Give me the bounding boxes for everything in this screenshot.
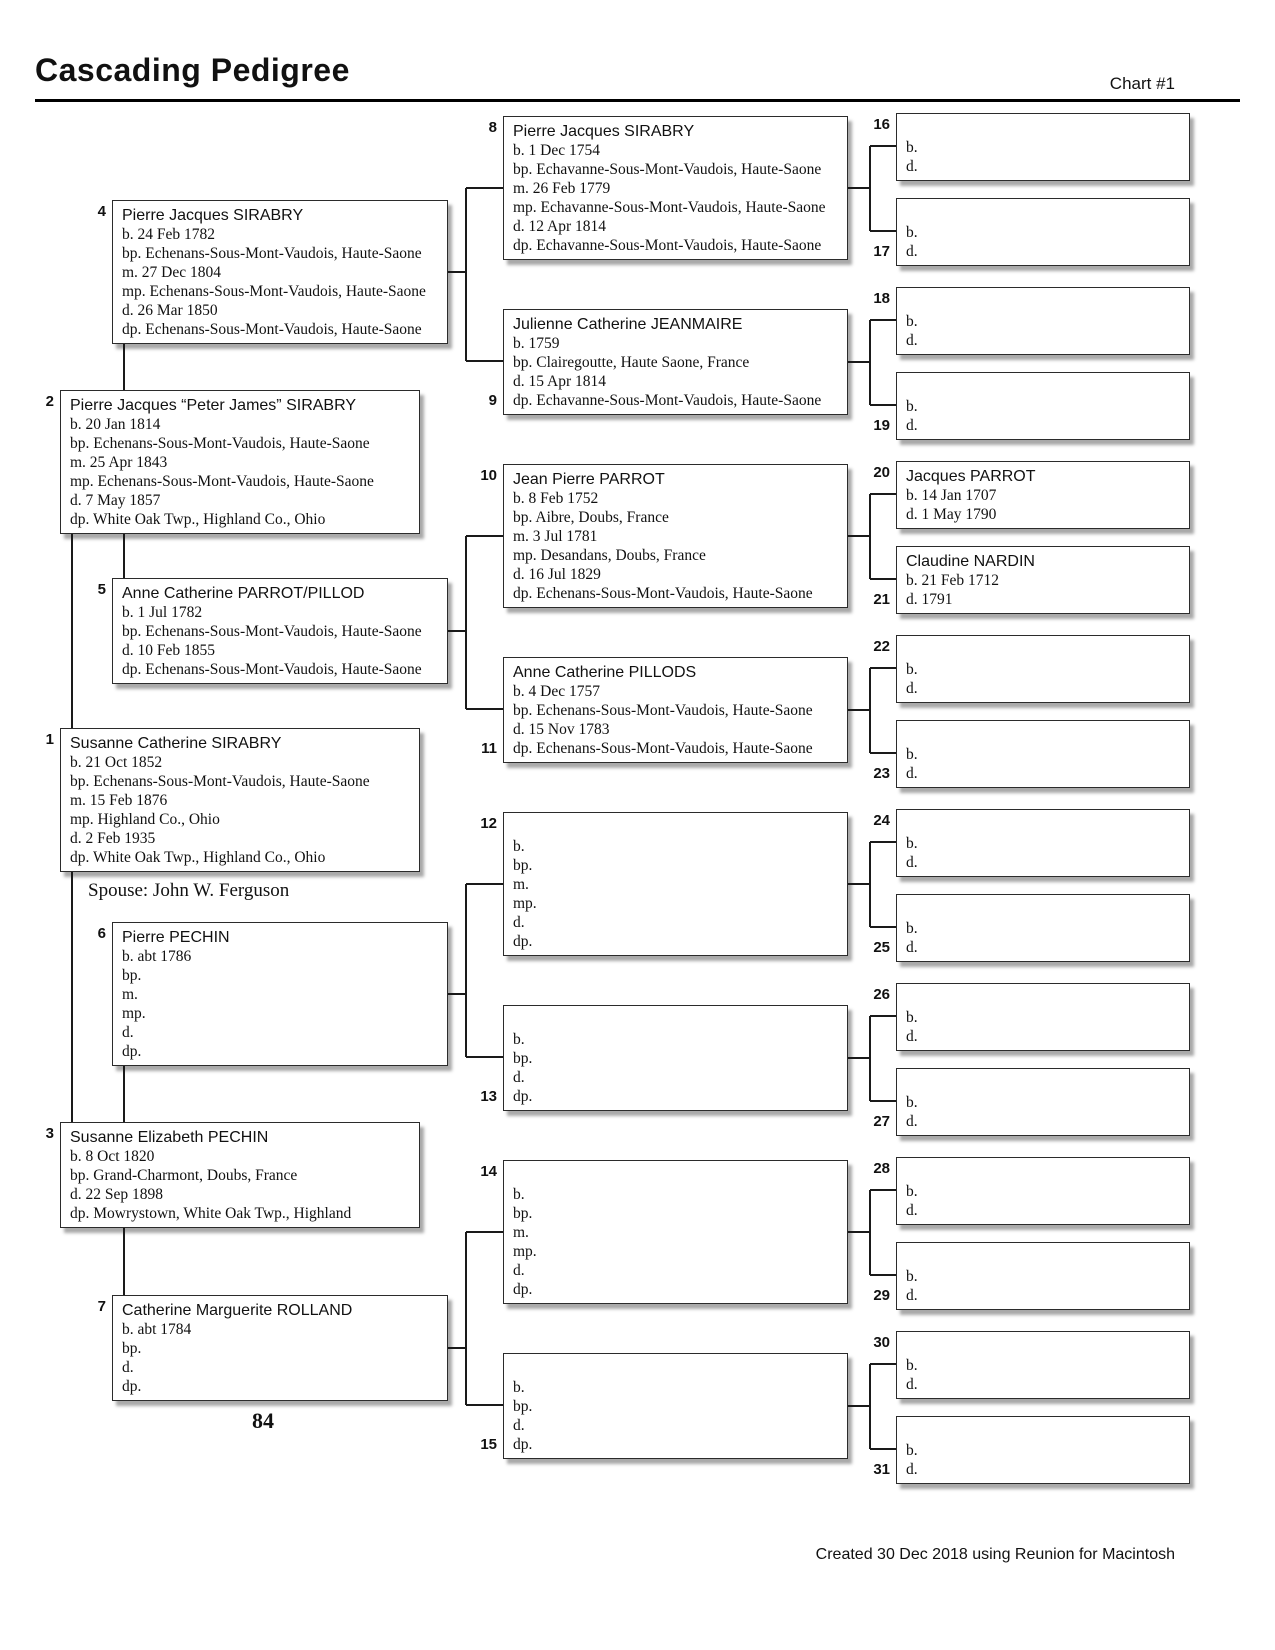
person-detail: mp. Desandans, Doubs, France [513, 547, 706, 564]
person-box-20 [896, 461, 1190, 529]
person-box-7 [112, 1295, 448, 1401]
person-detail: dp. Mowrystown, White Oak Twp., Highland [70, 1205, 352, 1222]
person-number: 6 [97, 925, 106, 942]
person-detail: mp. [513, 1243, 537, 1260]
person-detail: b. 8 Feb 1752 [513, 490, 599, 507]
person-box-18 [896, 287, 1190, 355]
person-detail: b. 1 Jul 1782 [122, 604, 203, 621]
person-name [906, 1422, 1181, 1441]
person-box-22 [896, 635, 1190, 703]
person-detail: bp. [513, 1050, 533, 1067]
person-detail: b. 21 Oct 1852 [70, 754, 163, 771]
page-title: Cascading Pedigree [35, 52, 350, 88]
person-name [906, 1163, 1181, 1182]
connector-line [848, 1057, 870, 1059]
person-detail: bp. [513, 1205, 533, 1222]
connector-line [870, 230, 896, 232]
person-detail: d. 10 Feb 1855 [122, 642, 215, 659]
person-detail: d. 26 Mar 1850 [122, 302, 218, 319]
connector-line [466, 360, 503, 362]
person-detail: b. 21 Feb 1712 [906, 572, 999, 589]
person-name: Pierre Jacques SIRABRY [122, 207, 304, 224]
person-box-4 [112, 200, 448, 344]
connector-line [848, 1231, 870, 1233]
person-detail: m. [513, 876, 529, 893]
person-detail: m. 25 Apr 1843 [70, 454, 168, 471]
person-name: Claudine NARDIN [906, 553, 1035, 570]
person-detail: b. [906, 1268, 918, 1285]
connector-line [466, 1231, 503, 1233]
person-box-28 [896, 1157, 1190, 1225]
connector-line [848, 1405, 870, 1407]
connector-line [869, 146, 871, 231]
person-detail: bp. Aibre, Doubs, France [513, 509, 669, 526]
person-detail: bp. [513, 857, 533, 874]
person-detail: d. [906, 939, 918, 956]
person-name: Jacques PARROT [906, 468, 1036, 485]
person-number: 16 [873, 116, 890, 133]
person-detail: d. [906, 1461, 918, 1478]
person-detail: bp. Echenans-Sous-Mont-Vaudois, Haute-Saone [70, 773, 370, 790]
person-number: 27 [873, 1113, 890, 1130]
person-number: 4 [97, 203, 106, 220]
connector-line [870, 841, 896, 843]
person-detail: b. 1759 [513, 335, 560, 352]
person-name [513, 1359, 839, 1378]
person-number: 14 [480, 1163, 497, 1180]
person-detail: bp. Echenans-Sous-Mont-Vaudois, Haute-Saone [122, 623, 422, 640]
person-detail: b. [513, 838, 525, 855]
person-detail: d. 15 Apr 1814 [513, 373, 606, 390]
person-box-25 [896, 894, 1190, 962]
person-detail: dp. Echavanne-Sous-Mont-Vaudois, Haute-Saone [513, 237, 822, 254]
person-number: 15 [480, 1436, 497, 1453]
connector-line [448, 630, 466, 632]
person-detail: d. [906, 1202, 918, 1219]
person-detail: bp. Grand-Charmont, Doubs, France [70, 1167, 298, 1184]
person-detail: d. 16 Jul 1829 [513, 566, 601, 583]
person-detail: dp. [513, 1088, 533, 1105]
person-name [513, 818, 839, 837]
person-detail: dp. Echenans-Sous-Mont-Vaudois, Haute-Saone [513, 585, 813, 602]
person-detail: b. [906, 1183, 918, 1200]
person-name: Pierre PECHIN [122, 929, 230, 946]
connector-line [870, 578, 896, 580]
person-name: Catherine Marguerite ROLLAND [122, 1302, 353, 1319]
person-number: 20 [873, 464, 890, 481]
person-name [906, 293, 1181, 312]
person-name [906, 119, 1181, 138]
connector-line [123, 1228, 125, 1295]
person-box-19 [896, 372, 1190, 440]
person-detail: d. 2 Feb 1935 [70, 830, 156, 847]
person-detail: bp. Echenans-Sous-Mont-Vaudois, Haute-Saone [70, 435, 370, 452]
person-detail: mp. [513, 895, 537, 912]
connector-line [870, 319, 896, 321]
connector-line [870, 926, 896, 928]
person-name: Anne Catherine PILLODS [513, 664, 697, 681]
person-detail: b. 1 Dec 1754 [513, 142, 600, 159]
connector-line [869, 668, 871, 753]
person-detail: dp. White Oak Twp., Highland Co., Ohio [70, 511, 326, 528]
connector-line [123, 344, 125, 390]
connector-line [848, 535, 870, 537]
person-box-1 [60, 728, 420, 872]
connector-line [869, 842, 871, 927]
connector-line [123, 1066, 125, 1122]
person-detail: dp. Echenans-Sous-Mont-Vaudois, Haute-Saone [122, 321, 422, 338]
person-box-29 [896, 1242, 1190, 1310]
person-box-13 [503, 1005, 848, 1111]
person-number: 1 [45, 731, 54, 748]
person-detail: d. [513, 1262, 525, 1279]
connector-line [870, 145, 896, 147]
connector-line [870, 1189, 896, 1191]
person-number: 8 [488, 119, 497, 136]
person-name [513, 1166, 839, 1185]
person-detail: dp. [513, 1436, 533, 1453]
connector-line [465, 188, 467, 361]
connector-line [870, 752, 896, 754]
person-detail: m. [122, 986, 138, 1003]
person-box-5 [112, 578, 448, 684]
connector-line [71, 534, 73, 728]
person-detail: d. [906, 854, 918, 871]
connector-line [870, 493, 896, 495]
person-number: 12 [480, 815, 497, 832]
person-detail: b. [906, 920, 918, 937]
connector-line [869, 1016, 871, 1101]
person-number: 26 [873, 986, 890, 1003]
person-detail: d. [513, 914, 525, 931]
connector-line [869, 1190, 871, 1275]
person-number: 11 [481, 740, 497, 757]
person-detail: d. [906, 765, 918, 782]
person-name: Susanne Catherine SIRABRY [70, 735, 282, 752]
person-detail: b. [906, 313, 918, 330]
person-name [906, 1248, 1181, 1267]
connector-line [870, 1274, 896, 1276]
person-number: 30 [873, 1334, 890, 1351]
person-detail: mp. Echavanne-Sous-Mont-Vaudois, Haute-Saone [513, 199, 826, 216]
person-detail: mp. Echenans-Sous-Mont-Vaudois, Haute-Saone [70, 473, 374, 490]
connector-line [870, 667, 896, 669]
person-box-3 [60, 1122, 420, 1228]
person-detail: bp. Echavanne-Sous-Mont-Vaudois, Haute-Saone [513, 161, 822, 178]
person-detail: dp. Echavanne-Sous-Mont-Vaudois, Haute-Saone [513, 392, 822, 409]
chart-number-label: Chart #1 [1109, 74, 1175, 93]
person-detail: d. 1 May 1790 [906, 506, 997, 523]
person-detail: d. [122, 1024, 134, 1041]
person-detail: bp. [122, 1340, 142, 1357]
person-box-24 [896, 809, 1190, 877]
person-detail: d. [906, 417, 918, 434]
person-detail: d. [906, 243, 918, 260]
connector-line [870, 1363, 896, 1365]
person-number: 5 [97, 581, 106, 598]
person-box-12 [503, 812, 848, 956]
footer-credit: Created 30 Dec 2018 using Reunion for Macintosh [815, 1546, 1175, 1563]
person-detail: d. 7 May 1857 [70, 492, 161, 509]
person-name [906, 641, 1181, 660]
person-detail: m. 15 Feb 1876 [70, 792, 168, 809]
person-detail: b. [906, 1442, 918, 1459]
person-detail: dp. Echenans-Sous-Mont-Vaudois, Haute-Saone [122, 661, 422, 678]
connector-line [71, 872, 73, 1122]
person-detail: b. [513, 1031, 525, 1048]
person-detail: b. abt 1784 [122, 1321, 192, 1338]
person-box-16 [896, 113, 1190, 181]
person-detail: dp. [122, 1043, 142, 1060]
person-detail: dp. White Oak Twp., Highland Co., Ohio [70, 849, 326, 866]
person-box-30 [896, 1331, 1190, 1399]
person-detail: dp. [513, 933, 533, 950]
person-detail: b. [906, 224, 918, 241]
connector-line [870, 1015, 896, 1017]
connector-line [466, 535, 503, 537]
connector-line [870, 404, 896, 406]
connector-line [466, 1056, 503, 1058]
person-name: Pierre Jacques “Peter James” SIRABRY [70, 397, 357, 414]
person-detail: b. [513, 1379, 525, 1396]
person-detail: d. 22 Sep 1898 [70, 1186, 163, 1203]
person-detail: d. [513, 1417, 525, 1434]
person-box-21 [896, 546, 1190, 614]
person-number: 17 [873, 243, 890, 260]
connector-line [466, 883, 503, 885]
person-number: 18 [873, 290, 890, 307]
title-rule [35, 99, 1240, 102]
person-detail: b. [906, 1009, 918, 1026]
person-name [906, 726, 1181, 745]
person-box-15 [503, 1353, 848, 1459]
connector-line [466, 1404, 503, 1406]
person-detail: b. [906, 1357, 918, 1374]
connector-line [466, 708, 503, 710]
person-name [906, 989, 1181, 1008]
person-detail: d. [906, 1113, 918, 1130]
person-box-31 [896, 1416, 1190, 1484]
connector-line [869, 320, 871, 405]
connector-line [466, 187, 503, 189]
person-number: 28 [873, 1160, 890, 1177]
person-detail: d. [906, 1376, 918, 1393]
connector-line [465, 1232, 467, 1405]
person-detail: d. [906, 1028, 918, 1045]
person-number: 9 [488, 392, 497, 409]
connector-line [848, 361, 870, 363]
connector-line [448, 271, 466, 273]
person-detail: d. [513, 1069, 525, 1086]
person-detail: d. [906, 680, 918, 697]
person-box-6 [112, 922, 448, 1066]
person-name: Julienne Catherine JEANMAIRE [513, 316, 743, 333]
person-name [513, 1011, 839, 1030]
person-name: Anne Catherine PARROT/PILLOD [122, 585, 365, 602]
person-detail: b. [906, 139, 918, 156]
person-box-27 [896, 1068, 1190, 1136]
person-detail: dp. [513, 1281, 533, 1298]
person-detail: m. [513, 1224, 529, 1241]
person-number: 25 [873, 939, 890, 956]
person-detail: d. 12 Apr 1814 [513, 218, 606, 235]
connector-line [869, 1364, 871, 1449]
person-number: 2 [45, 393, 54, 410]
person-box-26 [896, 983, 1190, 1051]
connector-line [465, 536, 467, 709]
person-name [906, 900, 1181, 919]
person-detail: d. [122, 1359, 134, 1376]
person-number: 19 [873, 417, 890, 434]
person-detail: mp. [122, 1005, 146, 1022]
person-name [906, 1074, 1181, 1093]
connector-line [870, 1448, 896, 1450]
connector-line [870, 1100, 896, 1102]
person-detail: bp. Clairegoutte, Haute Saone, France [513, 354, 750, 371]
person-detail: dp. [122, 1378, 142, 1395]
person-box-2 [60, 390, 420, 534]
person-name: Pierre Jacques SIRABRY [513, 123, 695, 140]
person-box-8 [503, 116, 848, 260]
person-detail: dp. Echenans-Sous-Mont-Vaudois, Haute-Saone [513, 740, 813, 757]
person-number: 21 [873, 591, 890, 608]
person-detail: b. 24 Feb 1782 [122, 226, 215, 243]
person-number: 10 [480, 467, 497, 484]
page-number: 84 [252, 1408, 274, 1433]
person-detail: bp. [122, 967, 142, 984]
person-detail: mp. Echenans-Sous-Mont-Vaudois, Haute-Saone [122, 283, 426, 300]
person-detail: b. [906, 661, 918, 678]
person-detail: m. 3 Jul 1781 [513, 528, 598, 545]
person-box-11 [503, 657, 848, 763]
person-detail: d. 15 Nov 1783 [513, 721, 610, 738]
person-name [906, 1337, 1181, 1356]
person-detail: m. 26 Feb 1779 [513, 180, 611, 197]
connector-line [848, 187, 870, 189]
person-box-14 [503, 1160, 848, 1304]
person-number: 23 [873, 765, 890, 782]
connector-line [848, 709, 870, 711]
person-box-23 [896, 720, 1190, 788]
person-detail: b. 8 Oct 1820 [70, 1148, 155, 1165]
person-detail: d. [906, 1287, 918, 1304]
person-detail: b. 14 Jan 1707 [906, 487, 997, 504]
person-detail: b. [906, 835, 918, 852]
person-name [906, 378, 1181, 397]
connector-line [123, 534, 125, 578]
person-detail: b. 20 Jan 1814 [70, 416, 161, 433]
person-number: 3 [45, 1125, 54, 1142]
person-detail: b. [906, 746, 918, 763]
person-detail: d. 1791 [906, 591, 953, 608]
person-number: 22 [873, 638, 890, 655]
person-detail: d. [906, 158, 918, 175]
person-detail: b. [513, 1186, 525, 1203]
person-number: 13 [480, 1088, 497, 1105]
person-number: 24 [873, 812, 890, 829]
connector-line [448, 1347, 466, 1349]
person-name: Susanne Elizabeth PECHIN [70, 1129, 269, 1146]
person-detail: b. abt 1786 [122, 948, 192, 965]
person-box-9 [503, 309, 848, 415]
connector-line [848, 883, 870, 885]
person-box-10 [503, 464, 848, 608]
person-detail: mp. Highland Co., Ohio [70, 811, 220, 828]
person-detail: m. 27 Dec 1804 [122, 264, 222, 281]
spouse-note: Spouse: John W. Ferguson [88, 880, 290, 901]
person-number: 31 [873, 1461, 890, 1478]
person-detail: bp. Echenans-Sous-Mont-Vaudois, Haute-Saone [513, 702, 813, 719]
person-detail: b. [906, 1094, 918, 1111]
person-detail: bp. Echenans-Sous-Mont-Vaudois, Haute-Saone [122, 245, 422, 262]
person-detail: b. 4 Dec 1757 [513, 683, 600, 700]
person-detail: d. [906, 332, 918, 349]
connector-line [465, 884, 467, 1057]
person-name: Jean Pierre PARROT [513, 471, 665, 488]
person-detail: b. [906, 398, 918, 415]
person-name [906, 815, 1181, 834]
person-name [906, 204, 1181, 223]
person-detail: bp. [513, 1398, 533, 1415]
person-number: 7 [97, 1298, 106, 1315]
person-number: 29 [873, 1287, 890, 1304]
connector-line [869, 494, 871, 579]
connector-line [448, 993, 466, 995]
person-box-17 [896, 198, 1190, 266]
